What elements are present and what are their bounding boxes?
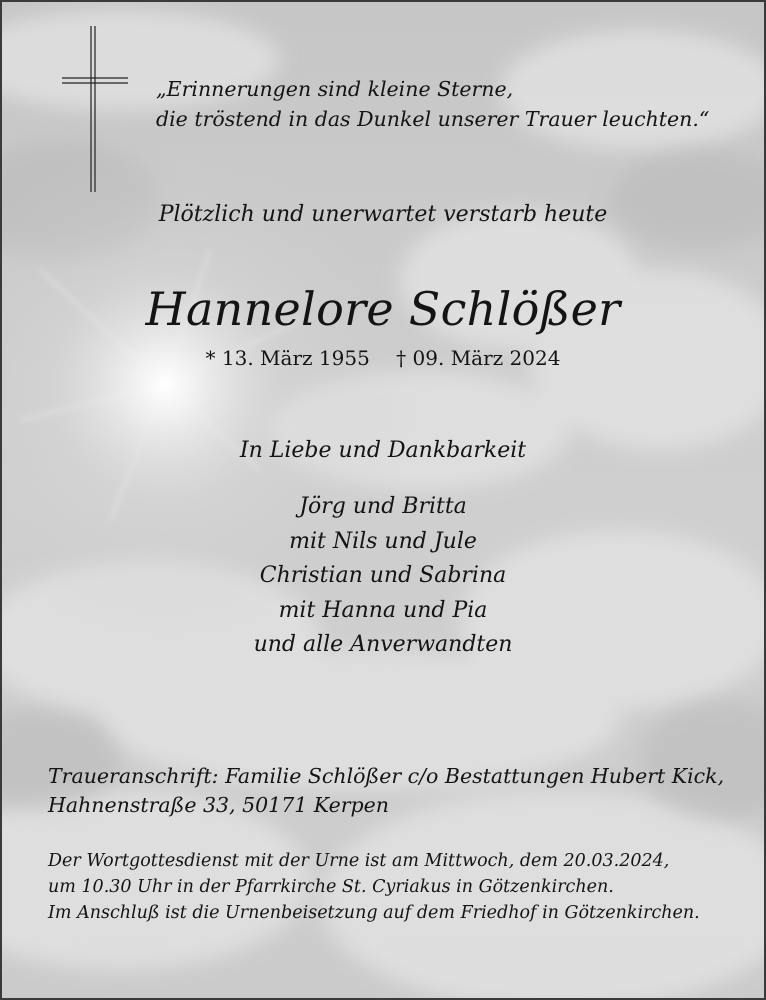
thanks-line: In Liebe und Dankbarkeit [239, 438, 527, 463]
family-member: Jörg und Britta [299, 494, 467, 519]
intro-text: Plötzlich und unerwartet verstarb heute [158, 202, 608, 227]
service-line: Im Anschluß ist die Urnenbeisetzung auf dem Friedhof in Götzenkirchen. [48, 903, 700, 923]
quote-line: „Erinnerungen sind kleine Sterne, [156, 77, 514, 101]
death-date: † 09. März 2024 [396, 346, 561, 370]
address-line: Hahnenstraße 33, 50171 Kerpen [48, 793, 389, 817]
family-member: mit Hanna und Pia [278, 597, 488, 623]
address-line: Traueranschrift: Familie Schlößer c/o Bestattungen Hubert Kick, [48, 764, 725, 788]
birth-date: * 13. März 1955 [205, 346, 370, 370]
family-member: und alle Anverwandten [253, 632, 513, 657]
family-member: mit Nils und Jule [289, 528, 477, 554]
service-line: Der Wortgottesdienst mit der Urne ist am Mittwoch, dem 20.03.2024, [48, 851, 670, 871]
deceased-name: Hannelore Schlößer [145, 282, 621, 336]
family-member: Christian und Sabrina [259, 563, 507, 588]
quote-line: die tröstend in das Dunkel unserer Trauer leuchten.“ [156, 107, 710, 131]
service-line: um 10.30 Uhr in der Pfarrkirche St. Cyriakus in Götzenkirchen. [48, 877, 614, 897]
